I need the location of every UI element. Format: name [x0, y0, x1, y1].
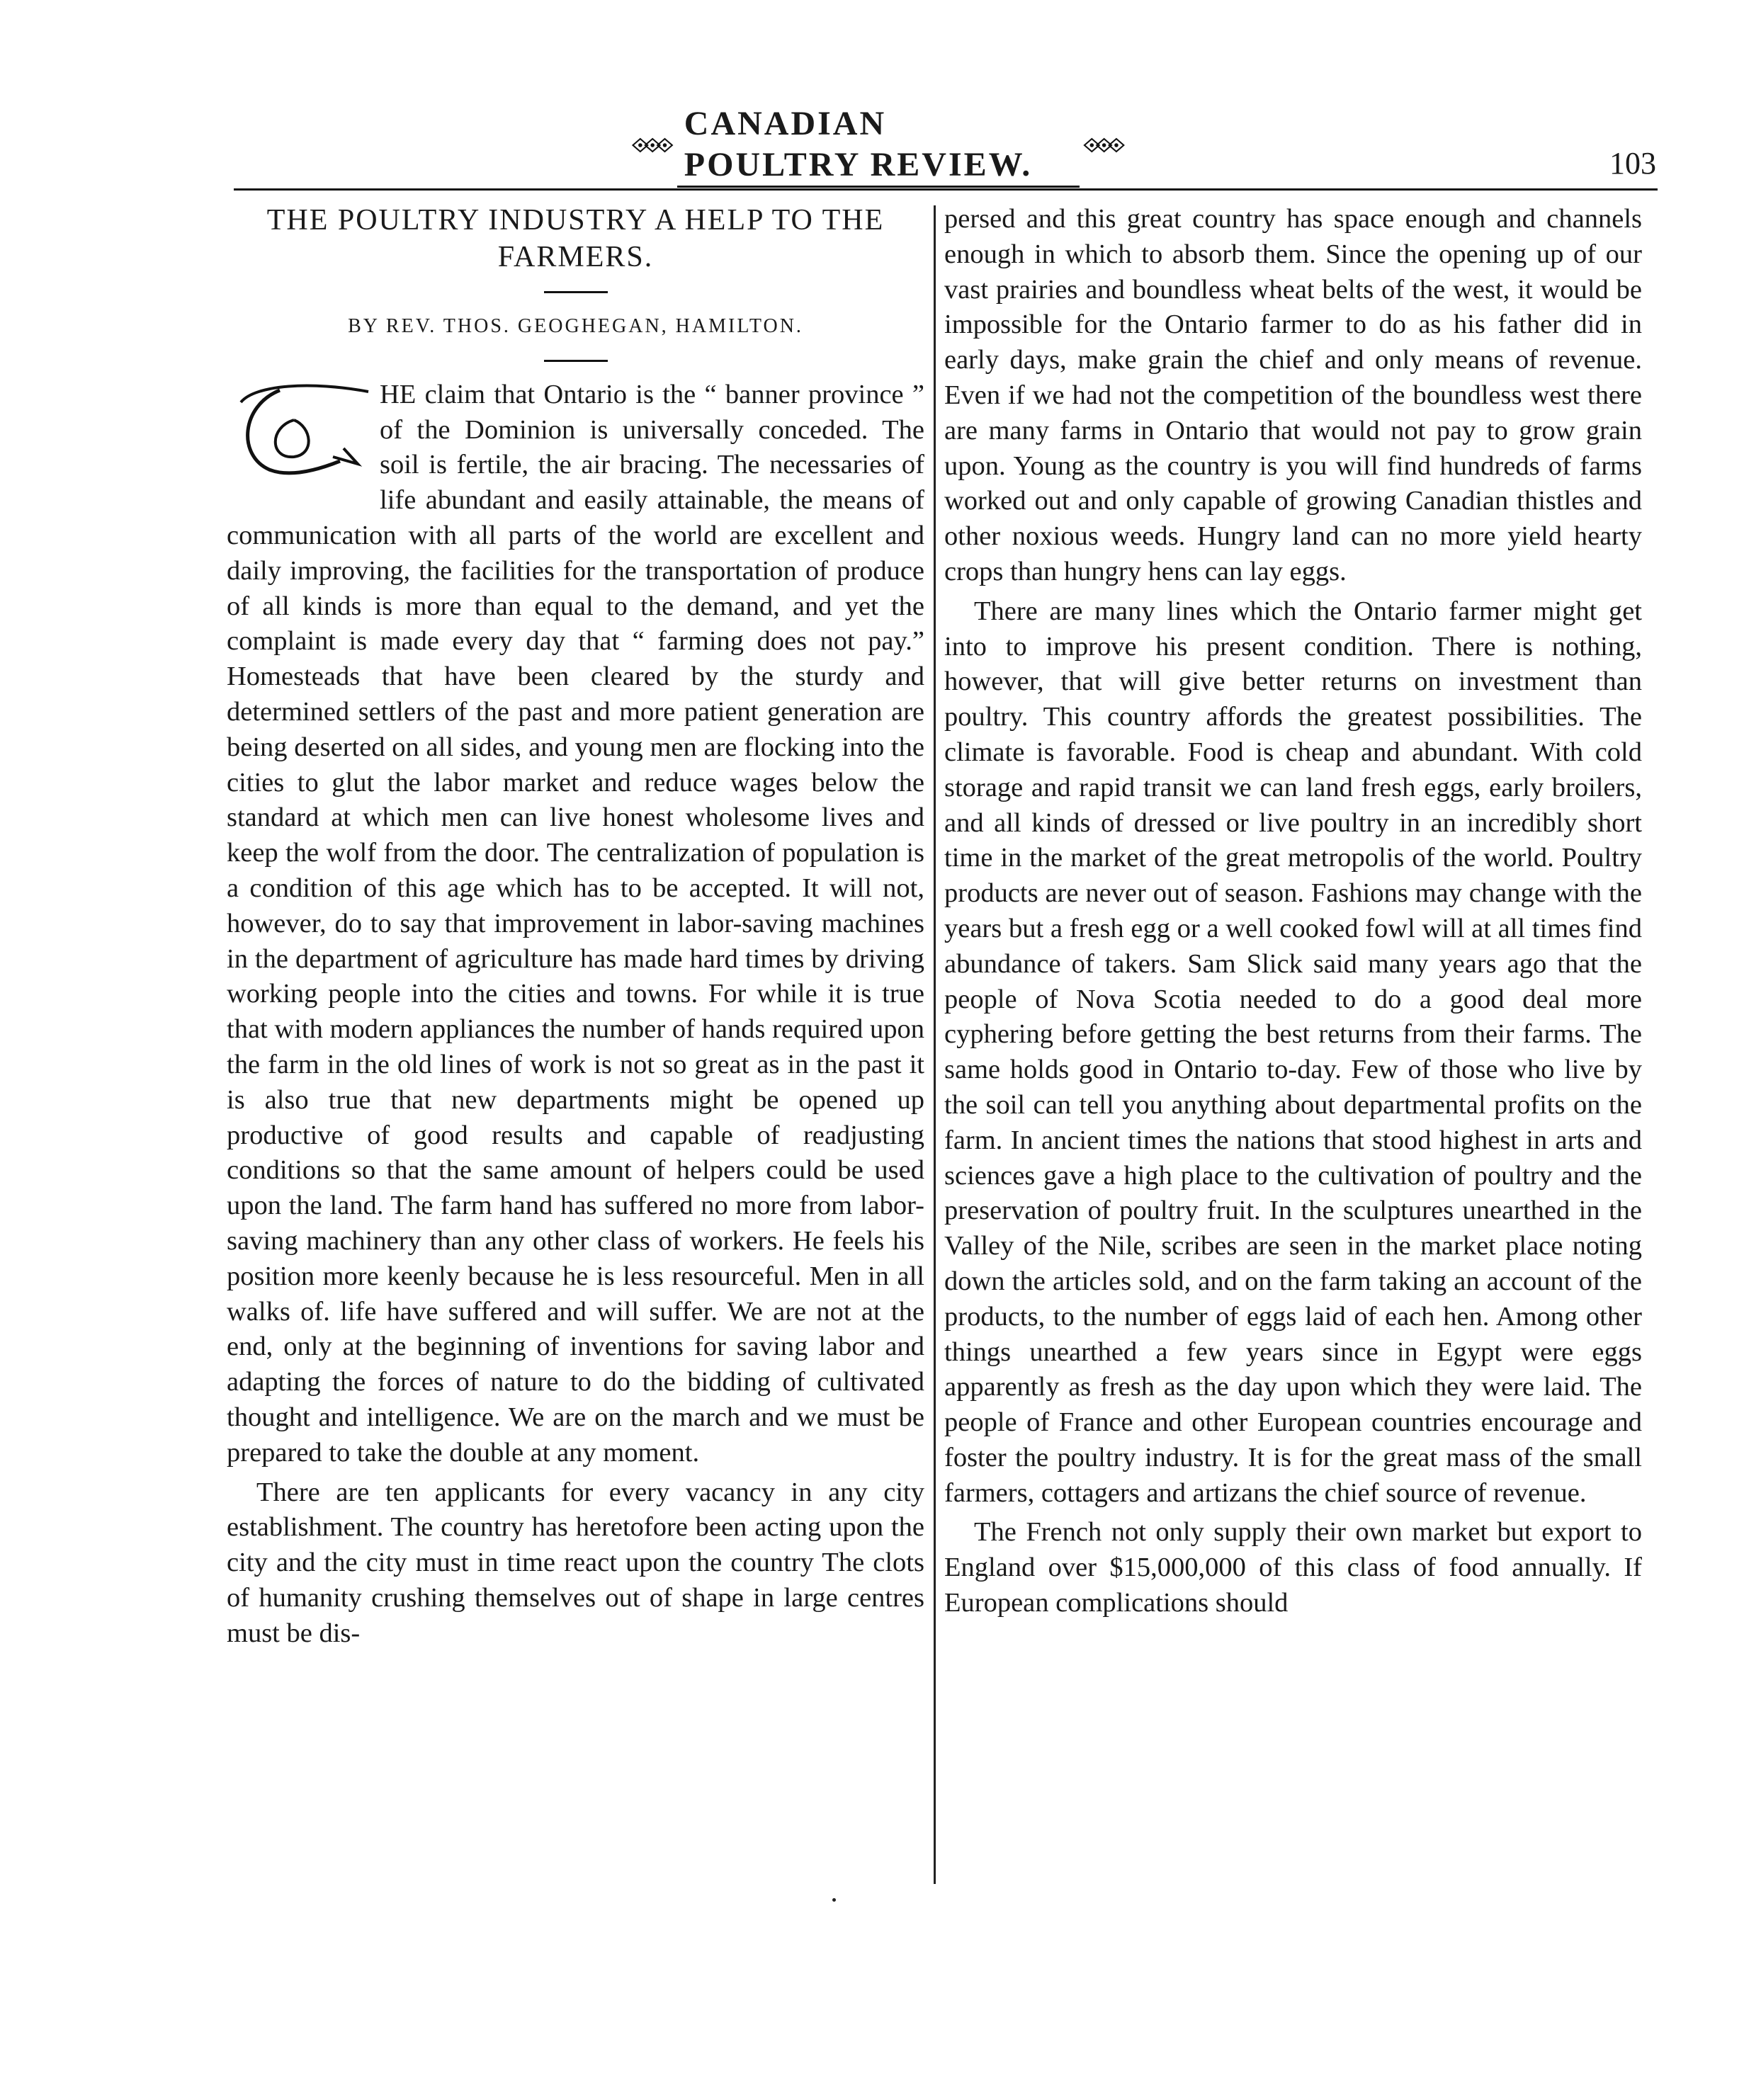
left-paragraph-1: HE claim that Ontario is the “ banner province ” of the Dominion is universally conceded. The soil is fertile, the air bracing. The necessaries of life abundant and easily attainable, the means of communication with all parts of the world are excellent and daily improving, the facilities for the transportation of produce of all kinds is more than equal to the demand, and yet the complaint is made every day that “ farming does not pay.” Homesteads that have been cleared by the sturdy and determined settlers of the past and more patient generation are being deserted on all sides, and young men are flocking into the cities to glut the labor market and reduce wages below the standard at which men can live honest wholesome lives and keep the wolf from the door. The centralization of population is a condition of this age which has to be accepted. It will not, however, do to say that improvement in labor-saving machines in the department of agriculture has made hard times by driving working people into the cities and towns. For while it is true that with modern appliances the number of hands required upon the farm in the old lines of work is not so great as in the past it is also true that new departments might be opened up productive of good results and capable of readjusting conditions so that the same amount of helpers could be used upon the land. The farm hand has suffered no more from labor-saving machinery than any other class of workers. He feels his position more keenly because he is less resourceful. Men in all walks of. life have suffered and will suffer. We are not at the end, only at the beginning of inventions for saving labor and adapting the forces of nature to do the bidding of cultivated thought and intelligence. We are on the march and we must be prepared to take the double at any moment. — [227, 379, 924, 1468]
masthead — [0, 104, 1744, 183]
title-rule — [544, 291, 608, 293]
right-paragraph-3: The French not only supply their own market but export to England over $15,000,000 of this class of food annually. If European complications should — [944, 1517, 1642, 1618]
left-column — [227, 202, 924, 1651]
drop-cap-letter-icon — [227, 378, 375, 484]
byline-rule — [544, 360, 608, 362]
page-number: 103 — [1609, 146, 1656, 181]
right-column — [944, 202, 1642, 1621]
right-paragraph-2: There are many lines which the Ontario farmer might get into to improve his present condition. There is nothing, however, that will give better returns on investment than poultry. This country affords the greatest possibilities. The climate is favorable. Food is cheap and abundant. With cold storage and rapid transit we can land fresh eggs, early broilers, and all kinds of dressed or live poultry in an incredibly short time in the market of the great metropolis of the world. Poultry products are never out of season. Fashions may change with the years but a fresh egg or a well cooked fowl will at all times find abundance of takers. Sam Slick said many years ago that the people of Nova Scotia needed to do a good deal more cyphering before getting the best returns from their farms. The same holds good in Ontario to-day. Few of those who live by the soil can tell you anything about departmental profits on the farm. In ancient times the nations that stood highest in arts and sciences gave a high place to the cultivation of poultry and the preservation of poultry fruit. In the sculptures unearthed in the Valley of the Nile, scribes are seen in the market place noting down the articles sold, and on the farm taking an account of the products, to the number of eggs laid of each hen. Among other things unearthed a few years since in Egypt were eggs apparently as fresh as the day upon which they were laid. The people of France and other European countries encourage and foster the poultry industry. It is for the great mass of the small farmers, cottagers and artizans the chief source of revenue. — [944, 596, 1642, 1508]
header-rule — [234, 188, 1658, 191]
masthead-banner — [630, 104, 1126, 183]
right-ornament-icon — [1080, 127, 1126, 163]
print-speck — [832, 1898, 836, 1902]
left-paragraph-2: There are ten applicants for every vacancy in any city establishment. The country has heretofore been acting upon the city and the city must in time react upon the country The clots of humanity crushing themselves out of shape in large centres must be dis- — [227, 1477, 924, 1648]
left-ornament-icon — [630, 127, 677, 163]
right-paragraph-1: persed and this great country has space enough and channels enough in which to absorb them. Since the opening up of our vast prairies and boundless wheat belts of the west, it would be impossible for the Ontario farmer to do as his father did in early days, make grain the chief and only means of revenue. Even if we had not the competition of the boundless west there are many farms in Ontario that would not pay to grow grain upon. Young as the country is you will find hundreds of farms worked out and only capable of growing Canadian thistles and other noxious weeds. Hungry land can no more yield hearty crops than hungry hens can lay eggs. — [944, 204, 1642, 586]
drop-cap — [227, 378, 375, 484]
column-divider — [934, 205, 936, 1884]
article-byline: BY REV. THOS. GEOGHEGAN, HAMILTON. — [348, 315, 803, 337]
masthead-title: CANADIAN POULTRY REVIEW. — [677, 103, 1080, 188]
article-title: THE POULTRY INDUSTRY A HELP TO THE FARMERS. — [266, 204, 885, 273]
